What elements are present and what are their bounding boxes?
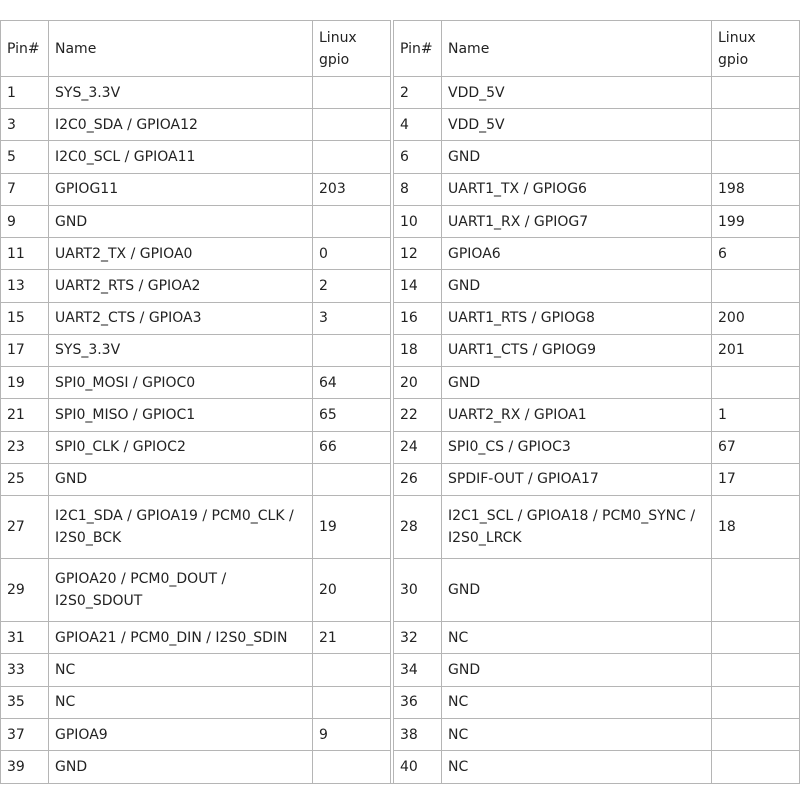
gpio-right-cell <box>711 108 800 140</box>
table-row <box>0 463 800 495</box>
pin-right-cell: 34 <box>393 653 441 685</box>
name-left-cell: UART2_TX / GPIOA0 <box>48 237 312 269</box>
table-row <box>0 76 800 108</box>
pin-right-cell: 8 <box>393 173 441 205</box>
gpio-right-cell: 18 <box>711 495 800 558</box>
name-right-cell: UART2_RX / GPIOA1 <box>441 398 711 430</box>
pin-left-cell: 37 <box>0 718 48 750</box>
table-row <box>0 173 800 205</box>
gpio-left-cell: 9 <box>312 718 390 750</box>
gpio-left-cell: 19 <box>312 495 390 558</box>
gpio-right-cell: 6 <box>711 237 800 269</box>
name-right-cell: GND <box>441 140 711 172</box>
name-left-cell: SPI0_CLK / GPIOC2 <box>48 431 312 463</box>
gpio-left-cell <box>312 334 390 366</box>
gpio-right-cell: 201 <box>711 334 800 366</box>
gpio-left-cell: 65 <box>312 398 390 430</box>
name-right-cell: SPI0_CS / GPIOC3 <box>441 431 711 463</box>
name-left-cell: I2C1_SDA / GPIOA19 / PCM0_CLK / I2S0_BCK <box>48 495 312 558</box>
pin-left-cell: 39 <box>0 750 48 784</box>
name-left-cell: NC <box>48 686 312 718</box>
header-row <box>0 20 800 76</box>
gpio-right-cell <box>711 621 800 653</box>
name-left-cell: SYS_3.3V <box>48 76 312 108</box>
name-left-cell: SPI0_MISO / GPIOC1 <box>48 398 312 430</box>
pin-left-cell: 19 <box>0 366 48 398</box>
pin-left-cell: 3 <box>0 108 48 140</box>
header-pin-right: Pin# <box>393 20 441 76</box>
pin-right-cell: 24 <box>393 431 441 463</box>
pinout-table <box>0 20 800 784</box>
gpio-right-cell: 200 <box>711 302 800 334</box>
header-name-right: Name <box>441 20 711 76</box>
name-left-cell: GPIOA20 / PCM0_DOUT / I2S0_SDOUT <box>48 558 312 621</box>
gpio-left-cell: 203 <box>312 173 390 205</box>
name-right-cell: NC <box>441 686 711 718</box>
pin-right-cell: 30 <box>393 558 441 621</box>
gpio-right-cell <box>711 750 800 784</box>
name-left-cell: UART2_CTS / GPIOA3 <box>48 302 312 334</box>
pin-left-cell: 23 <box>0 431 48 463</box>
gpio-right-cell <box>711 653 800 685</box>
gpio-left-cell <box>312 686 390 718</box>
pin-right-cell: 36 <box>393 686 441 718</box>
gpio-right-cell: 199 <box>711 205 800 237</box>
gpio-left-cell: 0 <box>312 237 390 269</box>
header-gpio-line1: Linux <box>718 29 756 46</box>
name-right-cell: GND <box>441 653 711 685</box>
name-left-cell: SYS_3.3V <box>48 334 312 366</box>
pin-left-cell: 25 <box>0 463 48 495</box>
gpio-left-cell <box>312 463 390 495</box>
name-left-cell: GPIOG11 <box>48 173 312 205</box>
pin-right-cell: 38 <box>393 718 441 750</box>
name-right-cell: GND <box>441 366 711 398</box>
gpio-right-cell <box>711 686 800 718</box>
table-row <box>0 718 800 750</box>
pin-left-cell: 33 <box>0 653 48 685</box>
table-row <box>0 366 800 398</box>
pin-right-cell: 6 <box>393 140 441 172</box>
pin-right-cell: 28 <box>393 495 441 558</box>
name-left-cell: GND <box>48 750 312 784</box>
name-left-cell: SPI0_MOSI / GPIOC0 <box>48 366 312 398</box>
gpio-right-cell <box>711 718 800 750</box>
gpio-left-cell <box>312 750 390 784</box>
pin-left-cell: 15 <box>0 302 48 334</box>
pin-right-cell: 16 <box>393 302 441 334</box>
pin-right-cell: 18 <box>393 334 441 366</box>
pin-right-cell: 40 <box>393 750 441 784</box>
gpio-right-cell <box>711 140 800 172</box>
pin-right-cell: 32 <box>393 621 441 653</box>
gpio-left-cell <box>312 653 390 685</box>
name-right-cell: VDD_5V <box>441 76 711 108</box>
pin-left-cell: 9 <box>0 205 48 237</box>
pin-right-cell: 4 <box>393 108 441 140</box>
pin-left-cell: 11 <box>0 237 48 269</box>
pin-right-cell: 26 <box>393 463 441 495</box>
gpio-right-cell: 1 <box>711 398 800 430</box>
table-row <box>0 334 800 366</box>
table-row <box>0 653 800 685</box>
pin-left-cell: 27 <box>0 495 48 558</box>
pin-left-cell: 5 <box>0 140 48 172</box>
gpio-right-cell <box>711 269 800 301</box>
name-right-cell: I2C1_SCL / GPIOA18 / PCM0_SYNC / I2S0_LRCK <box>441 495 711 558</box>
header-name-left: Name <box>48 20 312 76</box>
pin-left-cell: 7 <box>0 173 48 205</box>
name-left-cell: GND <box>48 205 312 237</box>
gpio-left-cell <box>312 108 390 140</box>
header-gpio-line1: Linux <box>319 29 357 46</box>
gpio-left-cell <box>312 205 390 237</box>
table-row <box>0 108 800 140</box>
header-gpio-line2: gpio <box>718 51 749 68</box>
name-right-cell: UART1_RX / GPIOG7 <box>441 205 711 237</box>
name-right-cell: UART1_CTS / GPIOG9 <box>441 334 711 366</box>
gpio-left-cell <box>312 76 390 108</box>
pin-right-cell: 20 <box>393 366 441 398</box>
pin-right-cell: 2 <box>393 76 441 108</box>
pin-left-cell: 1 <box>0 76 48 108</box>
name-right-cell: UART1_RTS / GPIOG8 <box>441 302 711 334</box>
name-left-cell: GPIOA9 <box>48 718 312 750</box>
name-right-cell: NC <box>441 621 711 653</box>
pin-left-cell: 21 <box>0 398 48 430</box>
table-row <box>0 140 800 172</box>
gpio-left-cell: 21 <box>312 621 390 653</box>
gpio-right-cell: 67 <box>711 431 800 463</box>
pin-right-cell: 14 <box>393 269 441 301</box>
table-row <box>0 495 800 558</box>
header-gpio-line2: gpio <box>319 51 350 68</box>
name-left-cell: NC <box>48 653 312 685</box>
pin-right-cell: 22 <box>393 398 441 430</box>
table-row <box>0 621 800 653</box>
table-row <box>0 237 800 269</box>
gpio-left-cell: 64 <box>312 366 390 398</box>
table-row <box>0 431 800 463</box>
gpio-left-cell <box>312 140 390 172</box>
header-gpio-right <box>711 20 800 76</box>
pin-left-cell: 31 <box>0 621 48 653</box>
name-right-cell: GND <box>441 558 711 621</box>
gpio-right-cell <box>711 366 800 398</box>
name-left-cell: UART2_RTS / GPIOA2 <box>48 269 312 301</box>
name-left-cell: I2C0_SCL / GPIOA11 <box>48 140 312 172</box>
gpio-right-cell: 17 <box>711 463 800 495</box>
table-row <box>0 205 800 237</box>
pin-right-cell: 12 <box>393 237 441 269</box>
table-row <box>0 398 800 430</box>
header-gpio-left <box>312 20 390 76</box>
header-pin-left: Pin# <box>0 20 48 76</box>
name-right-cell: GND <box>441 269 711 301</box>
name-right-cell: SPDIF-OUT / GPIOA17 <box>441 463 711 495</box>
gpio-left-cell: 3 <box>312 302 390 334</box>
gpio-left-cell: 20 <box>312 558 390 621</box>
pin-right-cell: 10 <box>393 205 441 237</box>
gpio-right-cell: 198 <box>711 173 800 205</box>
name-right-cell: GPIOA6 <box>441 237 711 269</box>
gpio-right-cell <box>711 558 800 621</box>
gpio-right-cell <box>711 76 800 108</box>
table-row <box>0 302 800 334</box>
name-left-cell: I2C0_SDA / GPIOA12 <box>48 108 312 140</box>
name-left-cell: GND <box>48 463 312 495</box>
pin-left-cell: 29 <box>0 558 48 621</box>
name-right-cell: NC <box>441 718 711 750</box>
table-row <box>0 750 800 784</box>
pin-left-cell: 17 <box>0 334 48 366</box>
gpio-left-cell: 66 <box>312 431 390 463</box>
table-row <box>0 686 800 718</box>
table-row <box>0 269 800 301</box>
pin-left-cell: 35 <box>0 686 48 718</box>
name-right-cell: NC <box>441 750 711 784</box>
gpio-left-cell: 2 <box>312 269 390 301</box>
name-left-cell: GPIOA21 / PCM0_DIN / I2S0_SDIN <box>48 621 312 653</box>
name-right-cell: UART1_TX / GPIOG6 <box>441 173 711 205</box>
pin-left-cell: 13 <box>0 269 48 301</box>
name-right-cell: VDD_5V <box>441 108 711 140</box>
table-row <box>0 558 800 621</box>
